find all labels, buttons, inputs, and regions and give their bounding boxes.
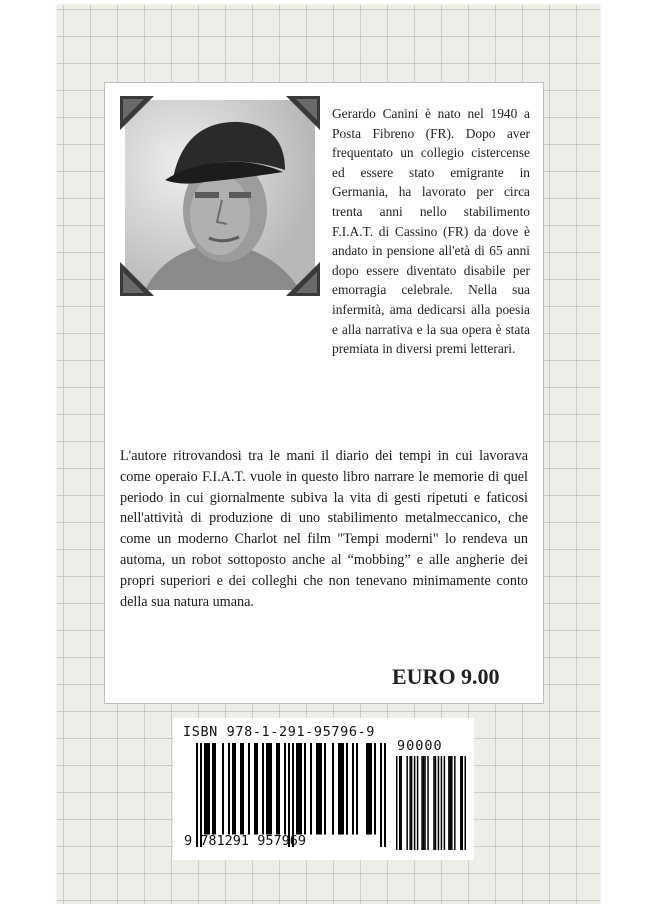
barcode-bar <box>222 743 224 835</box>
barcode-bar <box>278 743 280 835</box>
ean-left-group: 781291 <box>200 833 250 849</box>
isbn-number: ISBN 978-1-291-95796-9 <box>183 724 376 740</box>
barcode-bar <box>366 743 368 835</box>
addon-bar <box>414 756 415 850</box>
barcode-bar <box>338 743 340 835</box>
barcode-bar <box>310 743 312 835</box>
addon-bar <box>421 756 422 850</box>
ean-right-group: 957969 <box>257 833 306 849</box>
addon-bar <box>409 756 410 850</box>
ean-first-digit: 9 <box>184 833 193 849</box>
addon-bar <box>400 756 401 850</box>
barcode-bar <box>248 743 250 835</box>
barcode-bar <box>298 743 300 835</box>
barcode-bar <box>304 743 306 835</box>
photo-corner-top-left <box>120 96 154 130</box>
barcode-bar <box>316 743 318 835</box>
addon-bar <box>399 756 400 850</box>
addon-bar <box>462 756 463 850</box>
addon-bar <box>406 756 407 850</box>
barcode-bar <box>266 743 268 835</box>
addon-bar <box>411 756 412 850</box>
barcode-bar <box>340 743 342 835</box>
barcode-bar <box>368 743 370 835</box>
addon-bar <box>417 756 418 850</box>
barcode-bar <box>228 743 230 835</box>
barcode-bar <box>242 743 244 835</box>
addon-bar <box>448 756 449 850</box>
ean-barcode <box>196 743 386 847</box>
barcode-bar <box>352 743 354 835</box>
price-addon-code: 90000 <box>397 738 443 754</box>
addon-barcode <box>396 756 466 850</box>
barcode-bar <box>374 743 376 835</box>
barcode-bar <box>270 743 272 835</box>
addon-bar <box>465 756 466 850</box>
addon-bar <box>435 756 436 850</box>
barcode-bar <box>200 743 202 847</box>
barcode-bar <box>240 743 242 835</box>
barcode-bar <box>214 743 216 835</box>
addon-bar <box>451 756 452 850</box>
barcode-bar <box>206 743 208 835</box>
barcode-bar <box>318 743 320 835</box>
addon-bar <box>438 756 439 850</box>
barcode-bar <box>254 743 256 835</box>
addon-bar <box>396 756 397 850</box>
addon-bar <box>424 756 425 850</box>
barcode-bar <box>256 743 258 835</box>
barcode-bar <box>384 743 386 847</box>
barcode-bar <box>204 743 206 835</box>
addon-bar <box>444 756 445 850</box>
addon-bar <box>433 756 434 850</box>
barcode-bar <box>356 743 358 835</box>
photo-corner-top-right <box>286 96 320 130</box>
photo-corner-bottom-left <box>120 262 154 296</box>
book-blurb: L'autore ritrovandosi tra le mani il diario dei tempi in cui lavorava come operaio F.I.A.T. vuole in questo libro narrare le memorie di quel periodo in cui giornalmente subiva la vita di gesti ripetuti e faticosi nell'attività di produzione di uno stabilimento metalmeccanico, che come un moderno Charlot nel film "Tempi moderni" lo rendeva un automa, un robot sottoposto anche al “mobbing” e alle angherie dei propri superiori e dei colleghi che non tenevano minimamente conto della sua natura umana. <box>120 448 528 610</box>
barcode-bar <box>262 743 264 835</box>
barcode-bar <box>370 743 372 835</box>
barcode-bar <box>234 743 236 835</box>
addon-bar <box>427 756 428 850</box>
addon-bar <box>450 756 451 850</box>
barcode-bar <box>300 743 302 835</box>
barcode-bar <box>324 743 326 835</box>
barcode-bar <box>296 743 298 835</box>
price-label: EURO 9.00 <box>392 664 500 689</box>
addon-bar <box>454 756 455 850</box>
barcode-bar <box>212 743 214 835</box>
author-bio: Gerardo Canini è nato nel 1940 a Posta Fibreno (FR). Dopo aver frequentato un collegio cistercense ed essere stato emigrante in Germania, ha lavorato per circa trenta anni nello stabilimento F.I.A.T. di Cassino (FR) da dove è andato in pensione all'età di 65 anni dopo essere diventato disabile per emorragia celebrale. Nella sua infermità, ama dedicarsi alla poesia e alla narrativa e la sua opera è stata premiata in diversi premi letterari. <box>332 106 530 357</box>
addon-bar <box>423 756 424 850</box>
ean-digits <box>184 833 306 849</box>
barcode-bar <box>284 743 286 835</box>
addon-bar <box>460 756 461 850</box>
barcode-bar <box>292 743 294 847</box>
barcode-bar <box>232 743 234 835</box>
barcode-bar <box>268 743 270 835</box>
barcode-bar <box>208 743 210 835</box>
barcode-bar <box>332 743 334 835</box>
barcode-bar <box>380 743 382 847</box>
photo-corner-bottom-right <box>286 262 320 296</box>
barcode-bar <box>320 743 322 835</box>
barcode-bar <box>276 743 278 835</box>
barcode-bar <box>288 743 290 847</box>
addon-bar <box>441 756 442 850</box>
barcode-bar <box>342 743 344 835</box>
barcode-bar <box>346 743 348 835</box>
barcode-bar <box>196 743 198 847</box>
